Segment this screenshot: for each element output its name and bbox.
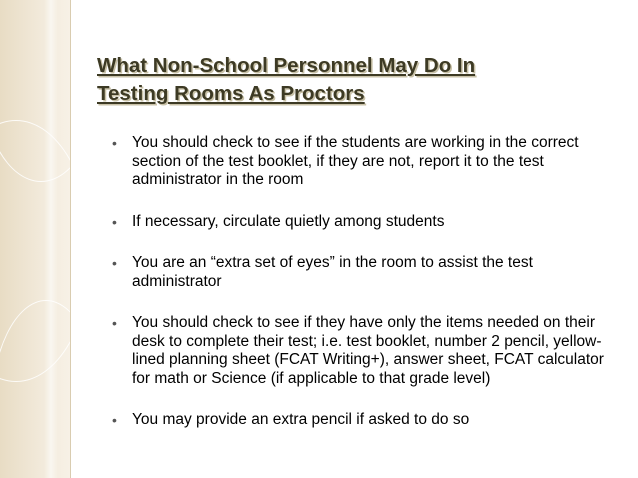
- bullet-text: You may provide an extra pencil if asked to do so: [132, 411, 470, 428]
- bullet-item: [112, 213, 622, 232]
- sidebar-arc: [0, 300, 70, 478]
- slide-title: [97, 52, 617, 108]
- bullet-text: You should check to see if they have only the items needed on their desk to complete their test; i.e. test booklet, number 2 pencil, yellow-lined planning sheet (FCAT Writing+), answer sheet, FCAT calculator for math or Science (if applicable to that grade level): [132, 314, 604, 387]
- bullet-item: [112, 254, 622, 291]
- bullet-icon: •: [112, 135, 117, 151]
- bullet-item: [112, 134, 622, 190]
- bullet-text: You are an “extra set of eyes” in the room to assist the test administrator: [132, 254, 533, 290]
- bullet-text: You should check to see if the students are working in the correct section of the test booklet, if they are not, report it to the test administrator in the room: [132, 134, 579, 188]
- bullet-text: If necessary, circulate quietly among students: [132, 212, 445, 230]
- bullet-icon: •: [112, 213, 117, 230]
- bullet-list: [112, 134, 622, 430]
- bullet-item: [112, 314, 622, 388]
- sidebar-stripe: [44, 0, 58, 478]
- sidebar-divider: [70, 0, 71, 478]
- slide-title-line-1: What Non-School Personnel May Do In: [97, 54, 476, 77]
- decorative-sidebar: [0, 0, 70, 478]
- bullet-icon: •: [112, 315, 117, 331]
- slide-title-line-2: Testing Rooms As Proctors: [97, 82, 365, 105]
- bullet-item: [112, 411, 622, 430]
- bullet-icon: •: [112, 412, 117, 428]
- bullet-icon: •: [112, 255, 117, 271]
